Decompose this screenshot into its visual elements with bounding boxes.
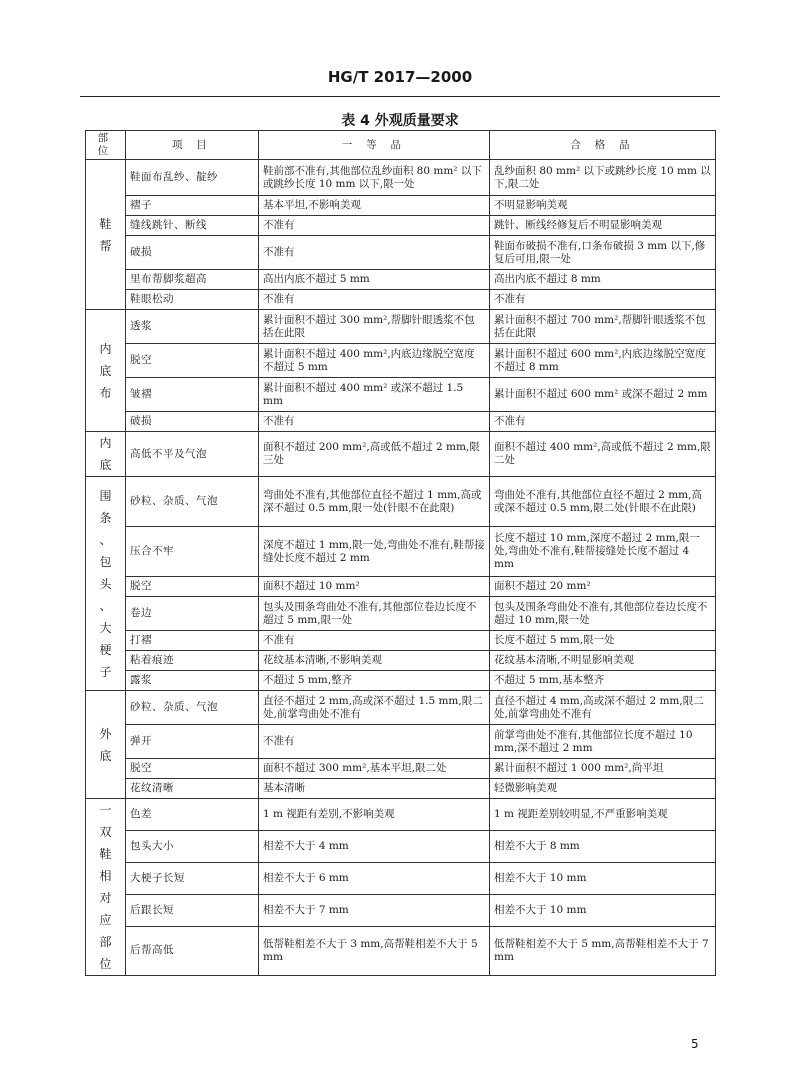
table-row [86,432,716,477]
quality-requirements-table [85,130,716,976]
first-grade-cell: 不超过 5 mm,整齐 [259,671,490,691]
table-caption: 表 4 外观质量要求 [341,113,459,129]
part-cell [86,477,126,691]
item-cell: 后跟长短 [126,894,259,926]
qualified-cell: 弯曲处不准有,其他部位直径不超过 2 mm,高或深不超过 0.5 mm,限二处(针眼不在此限) [490,477,716,527]
qualified-cell: 1 m 视距差别较明显,不严重影响美观 [490,799,716,831]
part-char: 梗 [99,642,112,657]
qualified-cell: 累计面积不超过 600 mm² 或深不超过 2 mm [490,378,716,412]
standard-code: HG/T 2017—2000 [327,68,473,86]
table-row [86,830,716,862]
column-header-part: 部位 [86,131,126,160]
part-char: 双 [99,825,112,839]
item-cell: 砂粒、杂质、气泡 [126,691,259,725]
table-row [86,378,716,412]
qualified-cell: 不准有 [490,412,716,432]
first-grade-cell: 不准有 [259,725,490,759]
item-cell: 包头大小 [126,830,259,862]
qualified-cell: 面积不超过 400 mm²,高或低不超过 2 mm,限二处 [490,432,716,477]
qualified-cell: 跳针、断线经修复后不明显影响美观 [490,216,716,236]
part-char: 相 [99,869,112,883]
item-cell: 透浆 [126,310,259,344]
table-row [86,577,716,597]
part-label [86,723,125,767]
part-label [86,338,125,404]
qualified-cell: 不超过 5 mm,基本整齐 [490,671,716,691]
part-cell [86,691,126,799]
item-cell: 脱空 [126,577,259,597]
item-cell: 压合不牢 [126,527,259,577]
first-grade-cell: 面积不超过 300 mm²,基本平坦,限二处 [259,759,490,779]
item-cell: 褶子 [126,196,259,216]
first-grade-cell: 不准有 [259,412,490,432]
item-cell: 脱空 [126,344,259,378]
table-row [86,236,716,270]
part-cell [86,432,126,477]
first-grade-cell: 相差不大于 6 mm [259,862,490,894]
qualified-cell: 相差不大于 10 mm [490,862,716,894]
table-row [86,799,716,831]
qualified-cell: 累计面积不超过 700 mm²,帮脚针眼透浆不包括在此限 [490,310,716,344]
first-grade-cell: 弯曲处不准有,其他部位直径不超过 1 mm,高或深不超过 0.5 mm,限一处(针眼不在此限) [259,477,490,527]
part-char: 外 [99,726,112,741]
table-row [86,894,716,926]
item-cell: 后帮高低 [126,926,259,975]
part-char: 、 [99,532,112,547]
qualified-cell: 轻微影响美观 [490,779,716,799]
item-cell: 弹开 [126,725,259,759]
qualified-cell: 不准有 [490,290,716,310]
part-char: 布 [99,385,112,400]
first-grade-cell: 面积不超过 200 mm²,高或低不超过 2 mm,限三处 [259,432,490,477]
part-char: 底 [99,458,112,472]
part-char: 位 [99,957,112,971]
qualified-cell: 高出内底不超过 8 mm [490,270,716,290]
first-grade-cell: 面积不超过 10 mm² [259,577,490,597]
item-cell: 脱空 [126,759,259,779]
item-cell: 粘着痕迹 [126,651,259,671]
qualified-cell: 包头及围条弯曲处不准有,其他部位卷边长度不超过 10 mm,限一处 [490,597,716,631]
item-cell: 鞋眼松动 [126,290,259,310]
first-grade-cell: 鞋前部不准有,其他部位乱纱面积 80 mm² 以下或跳纱长度 10 mm 以下,限一处 [259,160,490,196]
item-cell: 打褶 [126,631,259,651]
first-grade-cell: 不准有 [259,290,490,310]
table-row [86,779,716,799]
part-char: 围 [99,488,112,503]
qualified-cell: 低帮鞋相差不大于 5 mm,高帮鞋相差不大于 7 mm [490,926,716,975]
table-row [86,597,716,631]
part-char: 一 [99,803,112,817]
item-cell: 色差 [126,799,259,831]
item-cell: 皱褶 [126,378,259,412]
part-char: 包 [99,554,112,569]
first-grade-cell: 花纹基本清晰,不影响美观 [259,651,490,671]
part-char: 底 [99,363,112,378]
part-label [86,432,125,476]
first-grade-cell: 深度不超过 1 mm,限一处,弯曲处不准有,鞋帮接缝处长度不超过 2 mm [259,527,490,577]
qualified-cell: 相差不大于 10 mm [490,894,716,926]
part-char: 头 [99,576,112,591]
qualified-cell: 累计面积不超过 600 mm²,内底边缘脱空宽度不超过 8 mm [490,344,716,378]
item-cell: 破损 [126,236,259,270]
item-cell: 卷边 [126,597,259,631]
part-char: 子 [99,664,112,679]
first-grade-cell: 低帮鞋相差不大于 3 mm,高帮鞋相差不大于 5 mm [259,926,490,975]
first-grade-cell: 直径不超过 2 mm,高或深不超过 1.5 mm,限二处,前掌弯曲处不准有 [259,691,490,725]
first-grade-cell: 累计面积不超过 400 mm²,内底边缘脱空宽度不超过 5 mm [259,344,490,378]
part-cell [86,310,126,432]
table-row [86,310,716,344]
part-char: 鞋 [99,216,112,231]
item-cell: 花纹清晰 [126,779,259,799]
part-char: 底 [99,748,112,763]
part-cell [86,799,126,976]
first-grade-cell: 累计面积不超过 400 mm² 或深不超过 1.5 mm [259,378,490,412]
item-cell: 高低不平及气泡 [126,432,259,477]
column-header-first-grade: 一 等 品 [259,131,490,160]
first-grade-cell: 基本清晰 [259,779,490,799]
qualified-cell: 长度不超过 10 mm,深度不超过 2 mm,限一处,弯曲处不准有,鞋帮接缝处长度不超过 4 mm [490,527,716,577]
header-rule [80,96,720,97]
qualified-cell: 面积不超过 20 mm² [490,577,716,597]
qualified-cell: 花纹基本清晰,不明显影响美观 [490,651,716,671]
table-row [86,477,716,527]
item-cell: 鞋面布乱纱、靛纱 [126,160,259,196]
part-char: 对 [99,891,112,905]
part-label [86,799,125,975]
qualified-cell: 直径不超过 4 mm,高或深不超过 2 mm,限二处,前掌弯曲处不准有 [490,691,716,725]
item-cell: 缝线跳针、断线 [126,216,259,236]
table-row [86,216,716,236]
first-grade-cell: 相差不大于 4 mm [259,830,490,862]
first-grade-cell: 相差不大于 7 mm [259,894,490,926]
page-number: 5 [691,1037,699,1051]
item-cell: 砂粒、杂质、气泡 [126,477,259,527]
part-char: 鞋 [99,847,112,861]
part-char: 帮 [99,238,112,253]
qualified-cell: 长度不超过 5 mm,限一处 [490,631,716,651]
table-row [86,290,716,310]
column-header-item: 项 目 [126,131,259,160]
qualified-cell: 相差不大于 8 mm [490,830,716,862]
qualified-cell: 累计面积不超过 1 000 mm²,尚平坦 [490,759,716,779]
table-header-row [86,131,716,160]
part-label [86,485,125,683]
table-row [86,862,716,894]
table-row [86,196,716,216]
table-row [86,671,716,691]
table-row [86,631,716,651]
first-grade-cell: 不准有 [259,236,490,270]
table-row [86,691,716,725]
first-grade-cell: 1 m 视距有差别,不影响美观 [259,799,490,831]
table-body [86,160,716,976]
first-grade-cell: 包头及围条弯曲处不准有,其他部位卷边长度不超过 5 mm,限一处 [259,597,490,631]
first-grade-cell: 基本平坦,不影响美观 [259,196,490,216]
part-char: 内 [99,436,112,450]
item-cell: 露浆 [126,671,259,691]
table-row [86,270,716,290]
part-char: 大 [99,620,112,635]
first-grade-cell: 不准有 [259,216,490,236]
part-label [86,213,125,257]
qualified-cell: 鞋面布破损不准有,口条布破损 3 mm 以下,修复后可用,限一处 [490,236,716,270]
table-row [86,759,716,779]
qualified-cell: 不明显影响美观 [490,196,716,216]
first-grade-cell: 不准有 [259,631,490,651]
first-grade-cell: 高出内底不超过 5 mm [259,270,490,290]
qualified-cell: 乱纱面积 80 mm² 以下或跳纱长度 10 mm 以下,限二处 [490,160,716,196]
first-grade-cell: 累计面积不超过 300 mm²,帮脚针眼透浆不包括在此限 [259,310,490,344]
part-cell [86,160,126,310]
item-cell: 破损 [126,412,259,432]
part-char: 部 [99,935,112,949]
table-row [86,344,716,378]
item-cell: 大梗子长短 [126,862,259,894]
item-cell: 里布帮脚浆超高 [126,270,259,290]
table-row [86,725,716,759]
table-row [86,527,716,577]
part-char: 内 [99,341,112,356]
table-row [86,926,716,975]
part-char: 应 [99,913,112,927]
qualified-cell: 前掌弯曲处不准有,其他部位长度不超过 10 mm,深不超过 2 mm [490,725,716,759]
column-header-qualified: 合 格 品 [490,131,716,160]
table-row [86,160,716,196]
part-char: 条 [99,510,112,525]
quality-table-container [85,130,715,976]
part-char: 、 [99,598,112,613]
table-row [86,651,716,671]
table-row [86,412,716,432]
